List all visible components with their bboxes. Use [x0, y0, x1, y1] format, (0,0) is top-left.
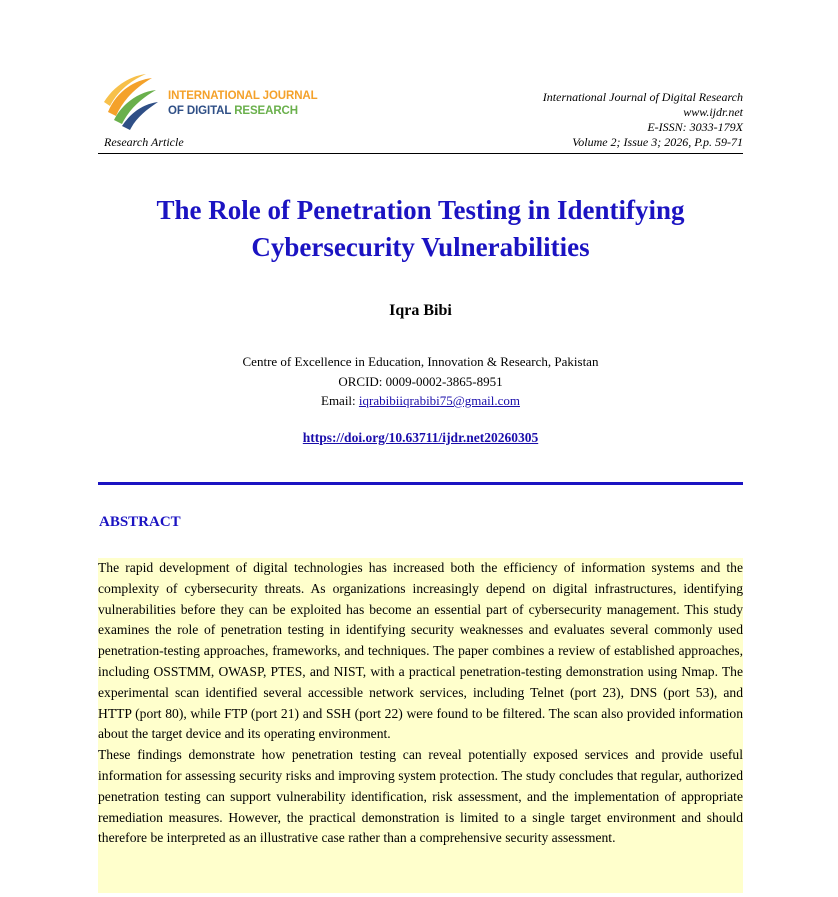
journal-issue-info: Volume 2; Issue 3; 2026, P.p. 59-71	[572, 135, 743, 149]
doi-link[interactable]: https://doi.org/10.63711/ijdr.net20260305	[302, 430, 539, 445]
author-email-link[interactable]: iqrabibiiqrabibi75@gmail.com	[358, 393, 520, 408]
author-name: Iqra Bibi	[389, 302, 452, 319]
paper-title-line1: The Role of Penetration Testing in Identifying	[156, 195, 685, 225]
author-details	[98, 352, 743, 411]
logo-line2-accent: RESEARCH	[234, 105, 298, 117]
article-type: Research Article	[104, 135, 184, 149]
journal-logo-text	[168, 89, 318, 119]
abstract-body	[98, 558, 743, 893]
logo-line2-prefix: OF DIGITAL	[168, 105, 235, 117]
abstract-paragraph-1: The rapid development of digital technologies has increased both the efficiency of information systems and the complexity of cybersecurity threats. As organizations increasingly depend on digital infrastructures, identifying vulnerabilities before they can be exploited has become an essential part of cybersecurity management. This study examines the role of penetration testing in identifying security weaknesses and evaluates several commonly used penetration-testing approaches, frameworks, and techniques. The paper combines a review of established approaches, including OSSTMM, OWASP, PTES, and NIST, with a practical penetration-testing demonstration using Nmap. The experimental scan identified several accessible network services, including Telnet (port 23), DNS (port 53), and HTTP (port 80), while FTP (port 21) and SSH (port 22) were found to be filtered. The scan also provided information about the target device and its operating environment.	[98, 560, 743, 742]
abstract-heading: ABSTRACT	[99, 514, 181, 530]
abstract-paragraph-2: These findings demonstrate how penetration testing can reveal potentially exposed services and provide useful information for assessing security risks and improving system protection. The study concludes that regular, authorized penetration testing can support vulnerability identification, risk assessment, and the implementation of appropriate remediation measures. However, the practical demonstration is limited to a single target environment and should therefore be interpreted as an illustrative case rather than a comprehensive security assessment.	[98, 747, 743, 846]
journal-logo	[100, 72, 340, 132]
doi-line	[98, 430, 743, 446]
author-orcid: ORCID: 0009-0002-3865-8951	[338, 373, 503, 389]
paper-title-line2: Cybersecurity Vulnerabilities	[251, 232, 590, 262]
journal-website: www.ijdr.net	[683, 105, 743, 119]
logo-line1: INTERNATIONAL JOURNAL	[168, 90, 318, 102]
author-email-line	[98, 391, 743, 411]
author-affiliation: Centre of Excellence in Education, Innovation & Research, Pakistan	[242, 354, 599, 369]
section-divider	[98, 482, 743, 485]
email-label: Email:	[321, 393, 359, 408]
journal-logo-swoosh-icon	[100, 72, 160, 132]
header-divider	[98, 153, 743, 154]
logo-line2	[168, 104, 318, 119]
journal-eissn: E-ISSN: 3033-179X	[647, 120, 743, 134]
paper-title	[98, 192, 743, 266]
journal-meta	[543, 90, 743, 150]
journal-name: International Journal of Digital Research	[542, 90, 743, 104]
